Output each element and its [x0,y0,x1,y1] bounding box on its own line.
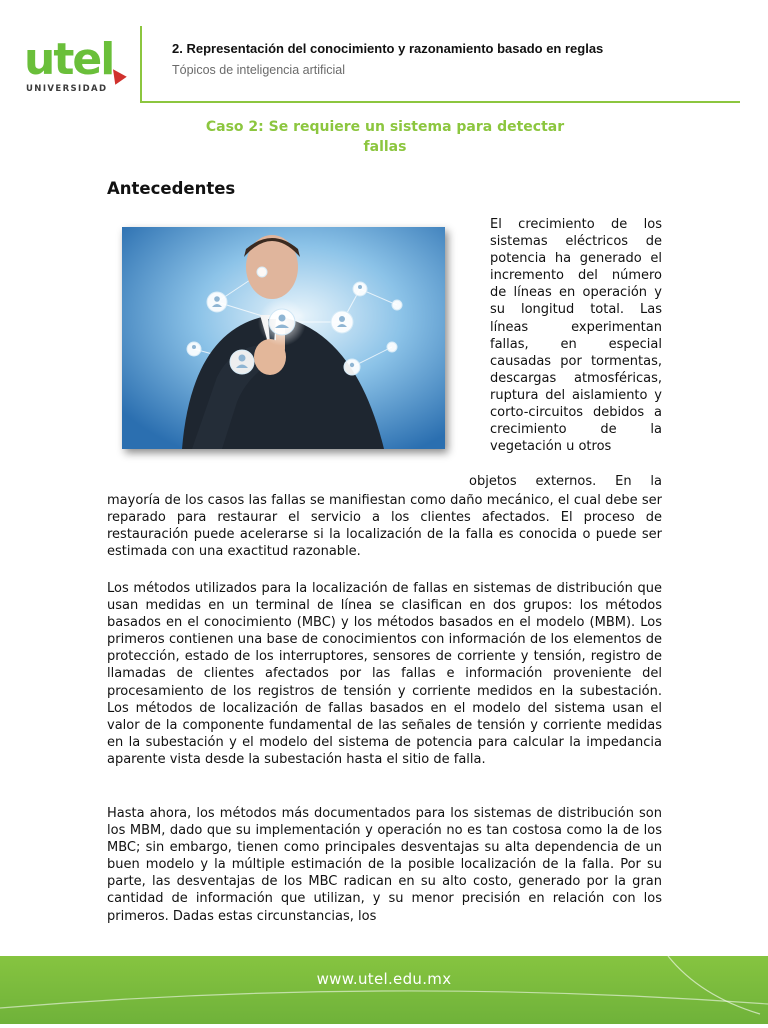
header-title: 2. Representación del conocimiento y razonamiento basado en reglas [172,41,604,56]
paragraph-1: mayoría de los casos las fallas se manifiestan como daño mecánico, el cual debe ser reparado para restaurar el servicio a los clientes afectados. El proceso de restauración puede acelerarse si la localización de la falla es conocida o puede ser estimada con una exactitud razonable. [107,493,662,560]
header-horizontal-divider [140,101,740,103]
intro-wrap-text: El crecimiento de los sistemas eléctricos de potencia ha generado el incremento del número de líneas en operación y su longitud total. Las líneas experimentan fallas, en especial causadas por tormentas, descargas atmosféricas, ruptura del aislamiento y corto-circuitos debidos a crecimiento de la vegetación u otros [490,217,662,455]
header-vertical-divider [140,26,142,102]
utel-logo [24,34,136,100]
paragraph-2: Los métodos utilizados para la localización de fallas en sistemas de distribución que usan medidas en un terminal de línea se clasifican en dos grupos: los métodos basados en el conocimiento (MBC) y los métodos basados en el modelo (MBM). Los primeros contienen una base de conocimientos con información de los elementos de protección, estado de los interruptores, sensores de corriente y tensión, registro de llamadas de clientes afectados por las fallas e información proveniente del procesamiento de los registros de tensión y corriente medidos en la subestación. Los métodos de localización de fallas basados en el modelo del sistema usan el valor de la componente fundamental de las señales de tensión y corriente medidas en la subestación y el modelo del sistema de potencia para calcular la impedancia aparente vista desde la subestación hasta el sitio de falla. [107,581,662,767]
case-title-line1: Caso 2: Se requiere un sistema para detectar [205,119,565,135]
header-subtitle: Tópicos de inteligencia artificial [172,63,346,77]
footer-band [0,956,768,1024]
logo-wordmark: utel [24,34,114,85]
case-title [160,117,610,157]
case-title-line2: fallas [363,139,407,155]
intro-wrap-last-line: objetos externos. En la [469,474,662,489]
paragraph-3: Hasta ahora, los métodos más documentados para los sistemas de distribución son los MBM, dado que su implementación y operación no es tan costosa como la de los MBC; sin embargo, tienen como principales desventajas su alta dependencia de un buen modelo y la múltiple estimación de la posible localización de la falla. Por su parte, las desventajas de los MBC radican en su alto costo, generado por la gran cantidad de información que utilizan, y su menor precisión en relación con los primeros. Dadas estas circunstancias, los [107,806,662,924]
section-heading: Antecedentes [107,179,236,198]
footer-url: www.utel.edu.mx [316,970,452,988]
logo-subtext: UNIVERSIDAD [26,84,108,94]
businessman-touching-network-icon [122,227,445,449]
